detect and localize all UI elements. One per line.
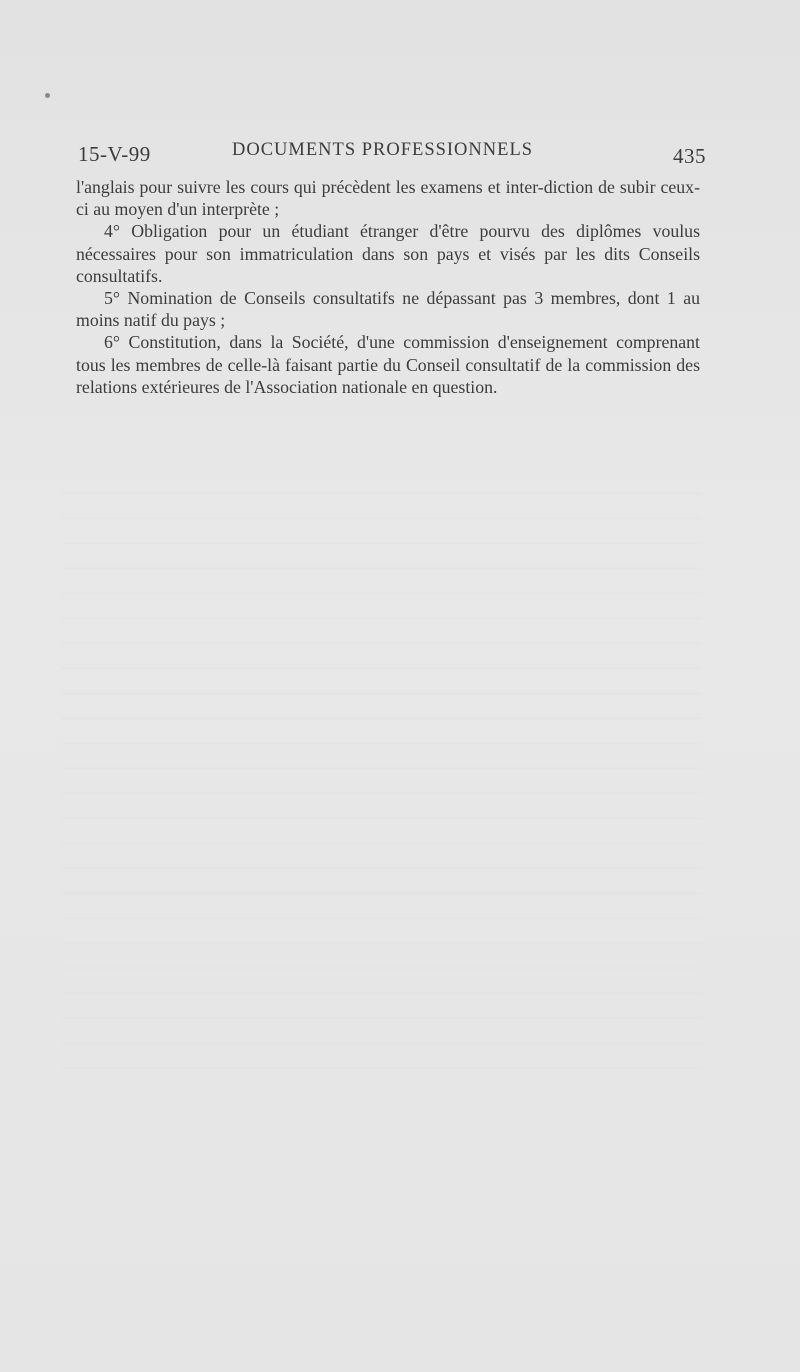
paragraph-item-6: 6° Constitution, dans la Société, d'une commission d'enseignement comprenant tous les membres de celle-là faisant partie du Conseil consultatif de la commission des relations extérieures de l'Association nationale en question. [76,332,700,397]
show-through-texture [62,470,702,1090]
paragraph-item-5: 5° Nomination de Conseils consultatifs ne dépassant pas 3 membres, dont 1 au moins natif du pays ; [76,288,700,331]
body-text [76,176,700,398]
page-number: 435 [673,144,706,168]
paragraph-continuation: l'anglais pour suivre les cours qui précèdent les examens et inter-diction de subir ceux-ci au moyen d'un interprète ; [76,177,700,220]
paragraph-item-4: 4° Obligation pour un étudiant étranger d'être pourvu des diplômes voulus nécessaires pour son immatriculation dans son pays et visés par les dits Conseils consultatifs. [76,221,700,286]
header-title: DOCUMENTS PROFESSIONNELS [232,140,534,160]
running-header [78,140,706,170]
header-date: 15-V-99 [78,142,151,166]
ink-speck [45,93,50,98]
